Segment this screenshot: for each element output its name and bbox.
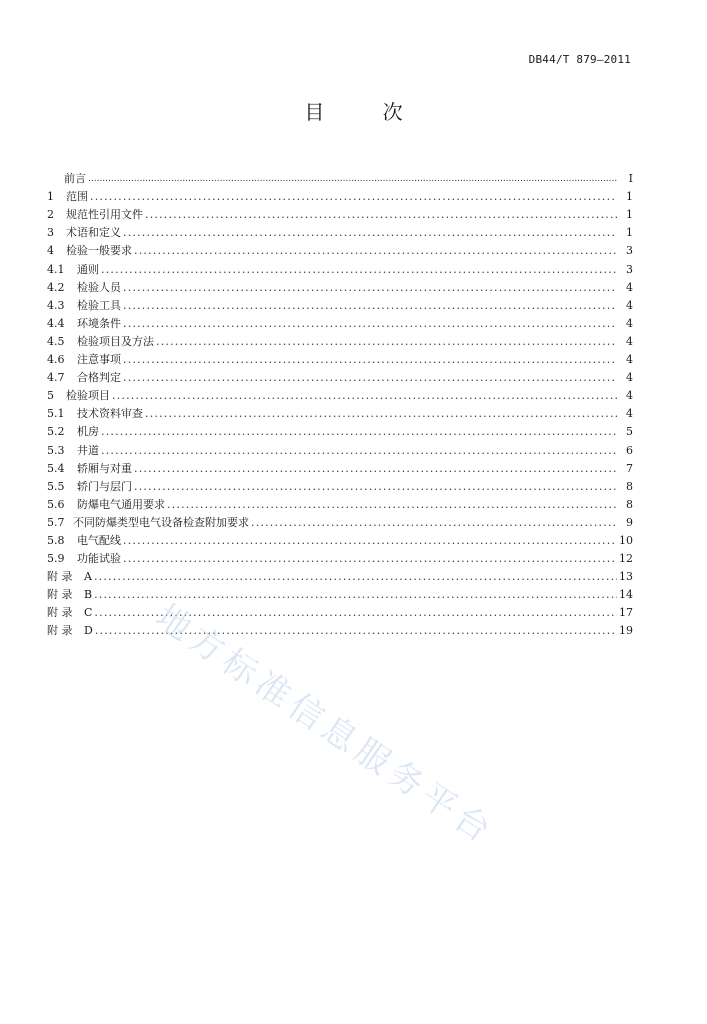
toc-page: 7	[626, 461, 633, 475]
leader-dots	[94, 586, 617, 604]
document-code: DB44/T 879—2011	[528, 53, 631, 66]
toc-label: 前言	[64, 172, 86, 186]
toc-number: 1	[47, 190, 54, 204]
toc-entry[interactable]	[47, 496, 633, 514]
leader-dots	[88, 170, 617, 188]
leader-dots	[101, 442, 617, 460]
toc-label: 检验项目	[66, 389, 110, 403]
leader-dots	[167, 496, 617, 514]
toc-number: 附 录	[47, 570, 73, 584]
toc-number: 附 录	[47, 624, 73, 638]
toc-label: 检验工具	[77, 298, 121, 312]
toc-page: 17	[619, 606, 633, 620]
toc-number: 4.1	[47, 262, 65, 276]
toc-number: 4.2	[47, 280, 65, 294]
toc-page: 4	[626, 280, 633, 294]
leader-dots	[95, 622, 617, 640]
toc-label: 技术资料审查	[77, 407, 143, 421]
toc-label: 不同防爆类型电气设备检查附加要求	[73, 515, 249, 529]
toc-entry-annex[interactable]	[47, 568, 633, 586]
toc-label: 注意事项	[77, 353, 121, 367]
toc-entry[interactable]	[47, 514, 633, 532]
toc-label: 范围	[66, 190, 88, 204]
toc-page: 4	[626, 316, 633, 330]
toc-label: 机房	[77, 425, 99, 439]
leader-dots	[123, 351, 617, 369]
toc-entry[interactable]	[47, 315, 633, 333]
toc-number: 5.7	[47, 515, 65, 529]
watermark: 地方标准信息服务平台	[148, 596, 503, 854]
leader-dots	[101, 423, 617, 441]
toc-label: B	[84, 588, 93, 602]
table-of-contents	[47, 170, 633, 640]
toc-entry[interactable]	[47, 460, 633, 478]
toc-page: 4	[626, 334, 633, 348]
toc-entry[interactable]	[47, 188, 633, 206]
leader-dots	[123, 532, 617, 550]
leader-dots	[134, 460, 617, 478]
leader-dots	[123, 550, 617, 568]
toc-number: 5.4	[47, 461, 65, 475]
leader-dots	[123, 315, 617, 333]
toc-number: 5.1	[47, 407, 65, 421]
leader-dots	[145, 206, 617, 224]
toc-number: 4.5	[47, 334, 65, 348]
toc-entry[interactable]	[47, 333, 633, 351]
toc-entry[interactable]	[47, 369, 633, 387]
toc-entry[interactable]	[47, 279, 633, 297]
toc-page: 4	[626, 298, 633, 312]
toc-page: 10	[619, 533, 633, 547]
toc-page: 13	[619, 570, 633, 584]
toc-title: 目 次	[304, 100, 429, 124]
leader-dots	[90, 188, 617, 206]
toc-number: 4	[47, 244, 54, 258]
leader-dots	[112, 387, 617, 405]
toc-entry[interactable]	[47, 206, 633, 224]
toc-page: 1	[626, 208, 633, 222]
toc-entry-foreword[interactable]	[47, 170, 633, 188]
toc-entry[interactable]	[47, 387, 633, 405]
leader-dots	[123, 224, 617, 242]
toc-entry[interactable]	[47, 405, 633, 423]
toc-label: 防爆电气通用要求	[77, 497, 165, 511]
toc-number: 5.2	[47, 425, 65, 439]
toc-number: 4.3	[47, 298, 65, 312]
toc-entry-annex[interactable]	[47, 604, 633, 622]
toc-label: 规范性引用文件	[66, 208, 143, 222]
toc-number: 4.6	[47, 353, 65, 367]
toc-number: 5.9	[47, 552, 65, 566]
toc-label: 检验人员	[77, 280, 121, 294]
toc-entry[interactable]	[47, 297, 633, 315]
toc-page: 4	[626, 389, 633, 403]
leader-dots	[123, 297, 617, 315]
toc-label: C	[84, 606, 93, 620]
toc-entry[interactable]	[47, 242, 633, 260]
toc-page: 1	[626, 190, 633, 204]
toc-label: 检验一般要求	[66, 244, 132, 258]
toc-entry[interactable]	[47, 260, 633, 278]
leader-dots	[94, 568, 617, 586]
toc-label: 环境条件	[77, 316, 121, 330]
toc-number: 5.6	[47, 497, 65, 511]
toc-label: 电气配线	[77, 533, 121, 547]
toc-entry[interactable]	[47, 441, 633, 459]
toc-entry[interactable]	[47, 224, 633, 242]
leader-dots	[134, 478, 617, 496]
toc-number: 5.5	[47, 479, 65, 493]
toc-label: 轿门与层门	[77, 479, 132, 493]
leader-dots	[123, 279, 617, 297]
toc-label: 术语和定义	[66, 226, 121, 240]
toc-page: 5	[626, 425, 633, 439]
toc-label: 井道	[77, 443, 99, 457]
toc-label: D	[84, 624, 93, 638]
toc-page: 8	[626, 497, 633, 511]
toc-page: 4	[626, 371, 633, 385]
leader-dots	[251, 514, 617, 532]
toc-number: 5.3	[47, 443, 65, 457]
toc-page: I	[628, 172, 633, 186]
toc-page: 1	[626, 226, 633, 240]
toc-page: 8	[626, 479, 633, 493]
toc-number: 3	[47, 226, 54, 240]
toc-label: 检验项目及方法	[77, 334, 154, 348]
leader-dots	[94, 604, 617, 622]
toc-page: 12	[619, 552, 633, 566]
toc-number: 附 录	[47, 588, 73, 602]
toc-page: 6	[626, 443, 633, 457]
toc-number: 5.8	[47, 533, 65, 547]
toc-page: 9	[626, 515, 633, 529]
toc-entry[interactable]	[47, 532, 633, 550]
toc-entry[interactable]	[47, 351, 633, 369]
toc-label: 轿厢与对重	[77, 461, 132, 475]
toc-number: 5	[47, 389, 54, 403]
toc-label: A	[84, 570, 92, 584]
toc-label: 通则	[77, 262, 99, 276]
toc-page: 3	[626, 262, 633, 276]
toc-label: 合格判定	[77, 371, 121, 385]
toc-number: 4.4	[47, 316, 65, 330]
leader-dots	[134, 242, 617, 260]
toc-page: 4	[626, 407, 633, 421]
toc-page: 14	[619, 588, 633, 602]
toc-page: 3	[626, 244, 633, 258]
toc-entry[interactable]	[47, 423, 633, 441]
toc-label: 功能试验	[77, 552, 121, 566]
toc-number: 4.7	[47, 371, 65, 385]
toc-number: 附 录	[47, 606, 73, 620]
leader-dots	[156, 333, 617, 351]
toc-number: 2	[47, 208, 54, 222]
toc-entry-annex[interactable]	[47, 622, 633, 640]
toc-entry[interactable]	[47, 550, 633, 568]
toc-page: 4	[626, 353, 633, 367]
leader-dots	[145, 405, 617, 423]
toc-page: 19	[619, 624, 633, 638]
leader-dots	[123, 369, 617, 387]
toc-entry-annex[interactable]	[47, 586, 633, 604]
leader-dots	[101, 261, 617, 279]
toc-entry[interactable]	[47, 478, 633, 496]
